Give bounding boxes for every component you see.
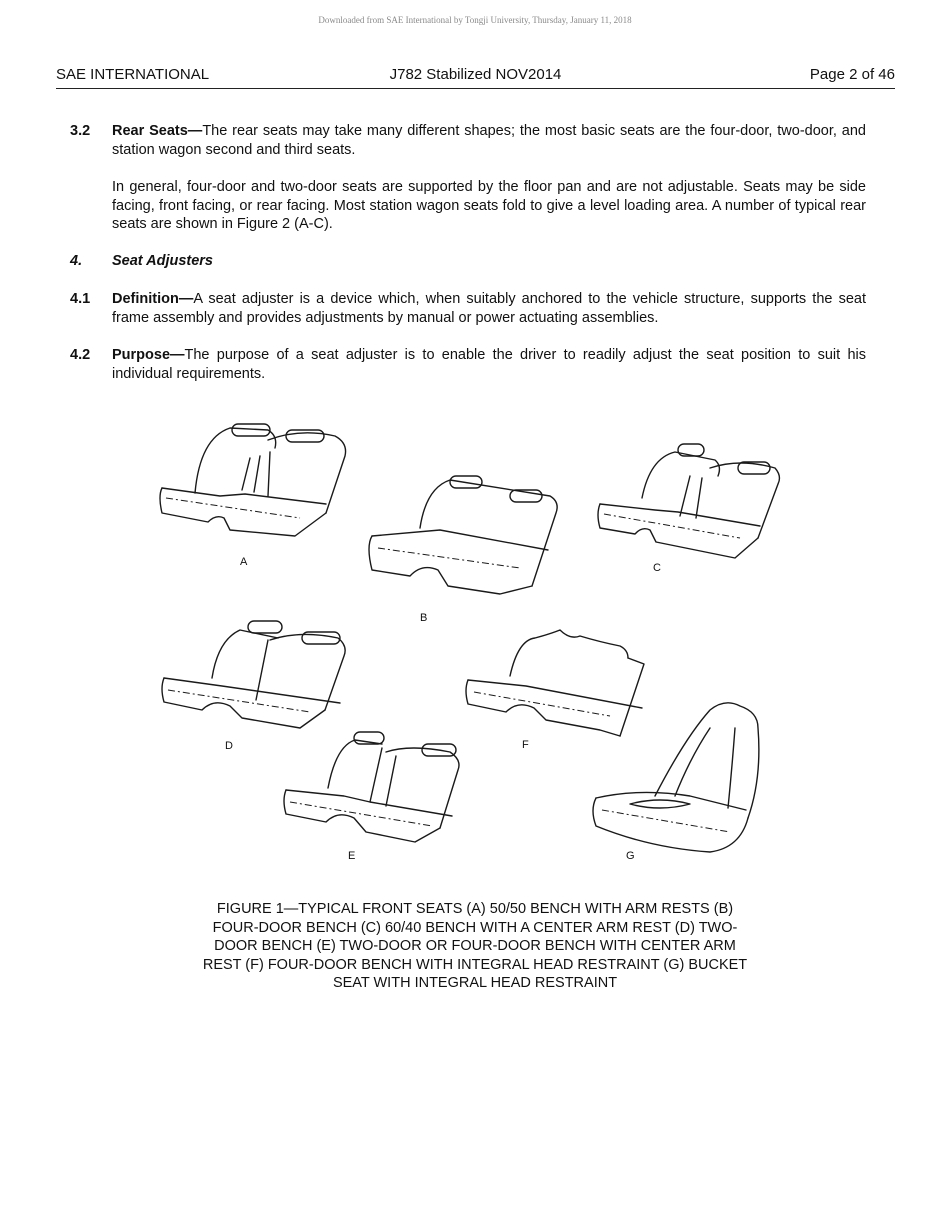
section-4-1 [70, 290, 866, 327]
section-term: Purpose— [112, 347, 185, 363]
section-text: In general, four-door and two-door seats are supported by the floor pan and are not adjustable. Seats may be side facing, front facing, or rear facing. Most station wagon seats fold to give a level loading area. A number of typical rear seats are shown in Figure 2 (A-C). [112, 179, 866, 232]
download-watermark: Downloaded from SAE International by Tongji University, Thursday, January 11, 2018 [318, 15, 632, 25]
figure-label-f: F [522, 739, 529, 751]
section-text: A seat adjuster is a device which, when suitably anchored to the vehicle structure, supports the seat frame assembly and provides adjustments by manual or power actuating assemblies. [112, 291, 866, 326]
section-term: Rear Seats— [112, 123, 203, 139]
section-text: The rear seats may take many different shapes; the most basic seats are the four-door, two-door, and station wagon second and third seats. [112, 123, 866, 158]
figure-label-a: A [240, 556, 248, 568]
section-4-heading [70, 252, 866, 271]
figure-label-b: B [420, 612, 428, 624]
section-3-2-paragraph-2 [70, 178, 866, 234]
section-title: Seat Adjusters [112, 253, 213, 269]
section-number: 4.1 [70, 291, 91, 307]
seat-drawing-e [284, 732, 459, 862]
section-text: The purpose of a seat adjuster is to enable the driver to readily adjust the seat position to suit his individual requirements. [112, 347, 866, 382]
seat-drawing-d [162, 621, 345, 752]
page-header [56, 66, 895, 89]
header-page-number: Page 2 of 46 [809, 66, 895, 83]
seat-drawing-f [466, 630, 644, 751]
seat-drawing-a [160, 424, 346, 568]
figure-label-c: C [653, 562, 661, 574]
section-number: 3.2 [70, 123, 91, 139]
seat-illustrations [150, 418, 790, 873]
figure-label-g: G [626, 850, 635, 862]
section-4-2 [70, 346, 866, 383]
seat-drawing-c [598, 444, 779, 574]
seat-drawing-g [593, 703, 759, 862]
figure-typical-front-seats [150, 418, 790, 873]
header-document-id: J782 Stabilized NOV2014 [389, 66, 562, 83]
section-number: 4.2 [70, 347, 91, 363]
figure-label-e: E [348, 850, 356, 862]
section-3-2 [70, 122, 866, 159]
figure-caption: FIGURE 1—TYPICAL FRONT SEATS (A) 50/50 BENCH WITH ARM RESTS (B) FOUR-DOOR BENCH (C) 60/40 BENCH WITH A CENTER ARM REST (D) TWO-DOOR BENCH (E) TWO-DOOR OR FOUR-DOOR BENCH WITH CENTER ARM REST (F) FOUR-DOOR BENCH WITH INTEGRAL HEAD RESTRAINT (G) BUCKET SEAT WITH INTEGRAL HEAD RESTRAINT [202, 901, 748, 991]
section-term: Definition— [112, 291, 194, 307]
seat-drawing-b [369, 476, 557, 624]
header-publisher: SAE INTERNATIONAL [56, 66, 210, 83]
figure-label-d: D [225, 740, 233, 752]
section-number: 4. [70, 253, 83, 269]
